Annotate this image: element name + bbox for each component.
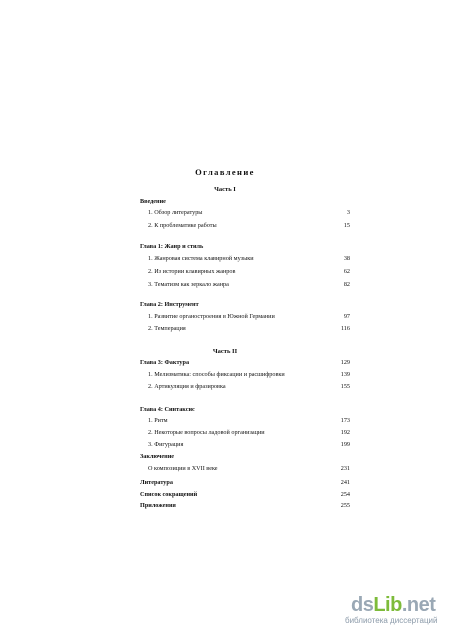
toc-entry-chapter-1-1 <box>140 254 350 264</box>
toc-entry-chapter-4 <box>140 405 350 415</box>
entry-title: 2. Темперация <box>148 325 186 332</box>
logo-net: .net <box>401 594 436 616</box>
entry-page: 139 <box>340 371 350 378</box>
entry-page: 255 <box>340 502 350 509</box>
entry-title: Литература <box>140 479 173 486</box>
toc-entry-conclusion <box>140 452 350 462</box>
toc-entry-chapter-3-2 <box>140 382 350 392</box>
logo-lib: Lib <box>373 594 402 616</box>
toc-entry-chapter-4-3 <box>140 440 350 450</box>
entry-page: 62 <box>343 268 350 275</box>
toc-entry-intro-1 <box>140 208 350 218</box>
toc-entry-chapter-1-3 <box>140 280 350 290</box>
entry-title: О композиции в XVII веке <box>148 465 218 472</box>
toc-entry-literature <box>140 478 350 488</box>
toc-entry-chapter-3-1 <box>140 370 350 380</box>
toc-entry-chapter-4-1 <box>140 416 350 426</box>
toc-entry-appendices <box>140 501 350 511</box>
entry-page: 173 <box>340 417 350 424</box>
entry-title: Приложения <box>140 502 176 509</box>
toc-entry-chapter-2 <box>140 300 350 310</box>
entry-title: 2. Некоторые вопросы ладовой организации <box>148 429 265 436</box>
entry-title: 2. Артикуляция и фразировка <box>148 383 226 390</box>
entry-page: 129 <box>340 359 350 366</box>
entry-page: 241 <box>340 479 350 486</box>
toc-entry-chapter-4-2 <box>140 428 350 438</box>
entry-title: 2. Из истории клавирных жанров <box>148 268 236 275</box>
entry-title: Глава 4: Синтаксис <box>140 406 195 413</box>
entry-title: 1. Обзор литературы <box>148 209 203 216</box>
toc-entry-chapter-2-1 <box>140 312 350 322</box>
entry-title: Глава 2: Инструмент <box>140 301 199 308</box>
part-1-heading: Часть I <box>214 186 236 193</box>
entry-page: 254 <box>340 491 350 498</box>
entry-page: 38 <box>343 255 350 262</box>
toc-entry-chapter-3 <box>140 358 350 368</box>
entry-title: 1. Развитие органостроения в Южной Германии <box>148 313 275 320</box>
entry-title: Глава 3: Фактура <box>140 359 190 366</box>
toc-entry-intro-2 <box>140 221 350 231</box>
entry-page: 155 <box>340 383 350 390</box>
entry-page: 82 <box>343 281 350 288</box>
entry-title: Глава 1: Жанр и стиль <box>140 243 204 250</box>
dslib-logo <box>351 594 435 617</box>
watermark-subtitle: библиотека диссертаций <box>345 616 438 625</box>
toc-title: Оглавление <box>195 167 255 177</box>
toc-entry-abbreviations <box>140 490 350 500</box>
toc-entry-intro <box>140 197 350 207</box>
entry-page: 116 <box>340 325 350 332</box>
part-2-heading: Часть II <box>212 348 238 355</box>
toc-entry-conclusion-1 <box>140 464 350 474</box>
logo-ds: ds <box>351 594 374 616</box>
entry-page: 199 <box>340 441 350 448</box>
toc-entry-chapter-1 <box>140 242 350 252</box>
entry-page: 231 <box>340 465 350 472</box>
entry-page: 15 <box>343 222 350 229</box>
entry-title: 1. Мелизматика: способы фиксации и расшифровки <box>148 371 285 378</box>
entry-title: Список сокращений <box>140 491 198 498</box>
entry-title: 2. К проблематике работы <box>148 222 217 229</box>
entry-title: 1. Жанровая система клавирной музыки <box>148 255 254 262</box>
toc-entry-chapter-2-2 <box>140 324 350 334</box>
entry-title: Введение <box>140 198 166 205</box>
entry-title: 3. Фигурация <box>148 441 184 448</box>
entry-page: 97 <box>343 313 350 320</box>
toc-entry-chapter-1-2 <box>140 267 350 277</box>
entry-title: 1. Ритм <box>148 417 168 424</box>
entry-page: 3 <box>346 209 350 216</box>
entry-title: Заключение <box>140 453 175 460</box>
entry-title: 3. Тематизм как зеркало жанра <box>148 281 229 288</box>
entry-page: 192 <box>340 429 350 436</box>
dslib-watermark <box>345 592 440 628</box>
